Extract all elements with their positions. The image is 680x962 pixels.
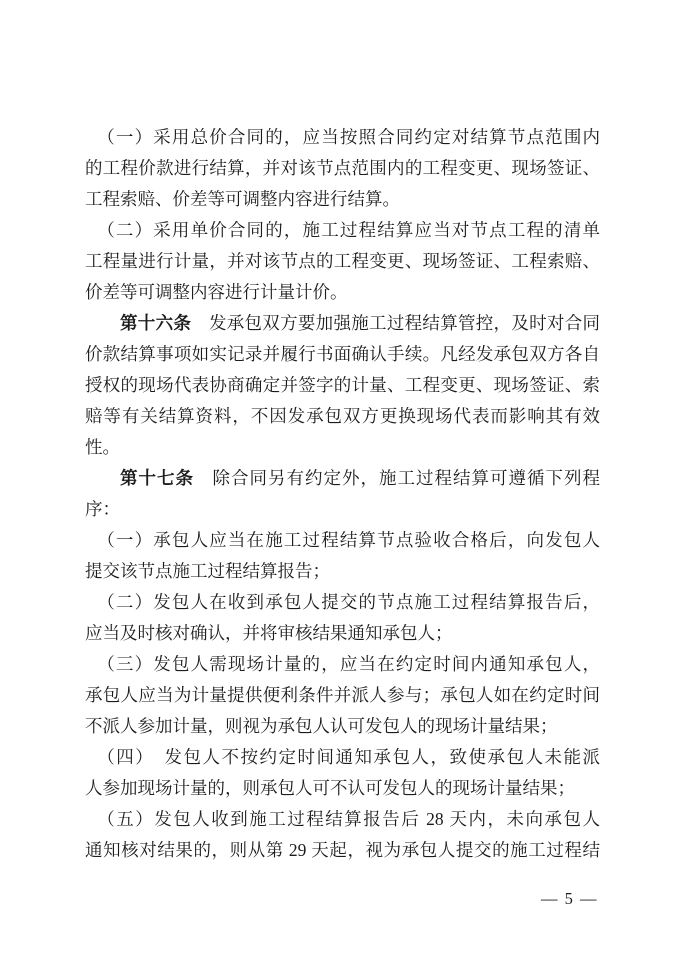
text-run: （二）发包人在收到承包人提交的节点施工过程结算报告后，	[97, 592, 600, 612]
text-run: 发承包双方要加强施工过程结算管控，及时对合同	[191, 313, 601, 333]
text-run: 授权的现场代表协商确定并签字的计量、工程变更、现场签证、索	[85, 375, 600, 395]
text-line	[85, 432, 600, 463]
text-run: （四） 发包人不按约定时间通知承包人，致使承包人未能派	[97, 747, 600, 767]
text-line	[85, 649, 600, 680]
text-run: 除合同另有约定外，施工过程结算可遵循下列程	[194, 468, 600, 488]
text-run: （三）发包人需现场计量的，应当在约定时间内通知承包人，	[97, 654, 600, 674]
text-run: 序：	[85, 499, 120, 519]
text-line	[85, 339, 600, 370]
text-line	[85, 184, 600, 215]
text-run: （二）采用单价合同的，施工过程结算应当对节点工程的清单	[97, 220, 600, 240]
text-run: 工程索赔、价差等可调整内容进行结算。	[85, 189, 400, 209]
text-line	[85, 742, 600, 773]
text-line	[85, 773, 600, 804]
text-line	[85, 277, 600, 308]
text-line	[85, 308, 600, 339]
text-line	[85, 370, 600, 401]
text-line	[85, 835, 600, 866]
article-number: 第十六条	[120, 313, 192, 333]
text-run: 不派人参加计量，则视为承包人认可发包人的现场计量结果；	[85, 716, 558, 736]
page-number: — 5 —	[541, 889, 598, 908]
text-line	[85, 463, 600, 494]
text-line	[85, 215, 600, 246]
text-run: （五）发包人收到施工过程结算报告后 28 天内，未向承包人	[97, 809, 600, 829]
text-line	[85, 246, 600, 277]
text-run: 价款结算事项如实记录并履行书面确认手续。凡经发承包双方各自	[85, 344, 600, 364]
text-line	[85, 525, 600, 556]
text-line	[85, 122, 600, 153]
text-run: 提交该节点施工过程结算报告；	[85, 561, 330, 581]
text-run: 价差等可调整内容进行计量计价。	[85, 282, 348, 302]
text-line	[85, 494, 600, 525]
text-run: 工程量进行计量，并对该节点的工程变更、现场签证、工程索赔、	[85, 251, 600, 271]
text-run: （一）采用总价合同的，应当按照合同约定对结算节点范围内	[97, 127, 600, 147]
text-run: 赔等有关结算资料，不因发承包双方更换现场代表而影响其有效	[85, 406, 600, 426]
text-line	[85, 618, 600, 649]
text-line	[85, 401, 600, 432]
text-line	[85, 587, 600, 618]
text-run: 承包人应当为计量提供便利条件并派人参与；承包人如在约定时间	[85, 685, 600, 705]
text-line	[85, 711, 600, 742]
text-line	[85, 680, 600, 711]
text-run: 人参加现场计量的，则承包人可不认可发包人的现场计量结果；	[85, 778, 575, 798]
text-run: 的工程价款进行结算，并对该节点范围内的工程变更、现场签证、	[85, 158, 600, 178]
text-run: 性。	[85, 437, 120, 457]
text-run: 通知核对结果的，则从第 29 天起，视为承包人提交的施工过程结	[85, 840, 600, 860]
text-line	[85, 153, 600, 184]
article-number: 第十七条	[120, 468, 194, 488]
text-run: 应当及时核对确认，并将审核结果通知承包人；	[85, 623, 453, 643]
text-line	[85, 804, 600, 835]
document-body	[85, 122, 600, 866]
text-run: （一）承包人应当在施工过程结算节点验收合格后，向发包人	[97, 530, 600, 550]
text-line	[85, 556, 600, 587]
